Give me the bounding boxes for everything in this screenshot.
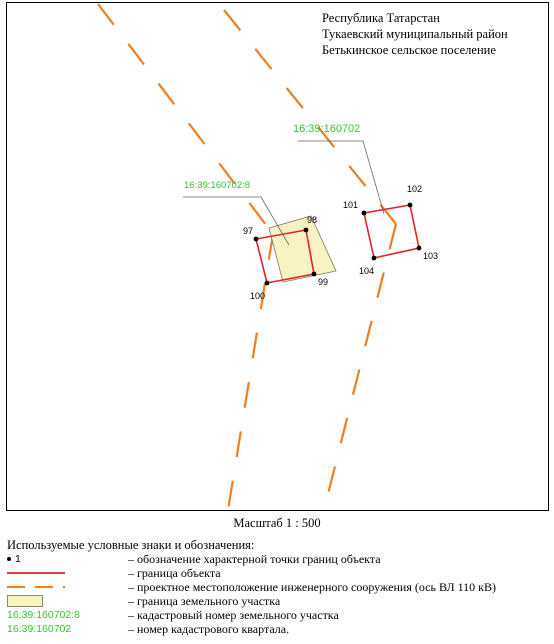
point-104-marker: [372, 256, 377, 261]
legend-desc-object-border: – граница объекта: [128, 566, 221, 580]
point-101-label: 101: [343, 200, 359, 210]
point-102-label: 102: [407, 184, 423, 194]
point-98-marker: [304, 228, 309, 233]
legend-item-parcel-border: [7, 594, 552, 608]
parcel-fill-icon: [7, 595, 43, 607]
map-scale: Масштаб 1 : 500: [233, 516, 321, 530]
engineering-line-dashed-icon: [7, 580, 107, 594]
quarter-cadastral-label: 16:39:160702: [293, 123, 361, 135]
legend-symbol-parcel-number: 16:39:160702:8: [7, 609, 80, 621]
settlement-name: Бетькинское сельское поселение: [322, 43, 496, 57]
point-dot-icon: [7, 557, 11, 561]
legend-desc-point: – обозначение характерной точки границ объекта: [128, 552, 381, 566]
point-100-marker: [265, 281, 270, 286]
legend-item-point: [7, 552, 552, 566]
legend-desc-parcel-number: – кадастровый номер земельного участка: [128, 608, 339, 622]
district-name: Тукаевский муниципальный район: [322, 27, 508, 41]
legend-item-quarter-number: [7, 622, 552, 636]
legend-title: Используемые условные знаки и обозначения:: [7, 538, 255, 552]
legend-item-object-border: [7, 566, 552, 580]
point-99-marker: [312, 272, 317, 277]
legend-desc-parcel-border: – граница земельного участка: [128, 594, 281, 608]
legend-item-parcel-number: [7, 608, 552, 622]
map-frame: [6, 2, 549, 511]
legend-symbol-quarter-number: 16:39:160702: [7, 623, 72, 635]
legend-desc-quarter-number: – номер кадастрового квартала.: [128, 622, 290, 636]
legend-point-number: 1: [15, 553, 21, 565]
point-102-marker: [408, 203, 413, 208]
point-103-marker: [417, 246, 422, 251]
point-103-label: 103: [423, 251, 439, 261]
point-98-label: 98: [307, 215, 318, 225]
legend-item-engineering-line: [7, 580, 552, 594]
point-97-marker: [254, 237, 259, 242]
object-border-line-icon: [7, 566, 107, 580]
legend-symbol-parcel: [7, 594, 107, 608]
point-99-label: 99: [318, 277, 329, 287]
point-104-label: 104: [359, 266, 375, 276]
point-100-label: 100: [250, 291, 266, 301]
region-name: Республика Татарстан: [322, 11, 440, 25]
legend-symbol-point: [7, 552, 107, 566]
point-101-marker: [362, 211, 367, 216]
legend-desc-engineering-line: – проектное местоположение инженерного сооружения (ось ВЛ 110 кВ): [128, 580, 497, 594]
point-97-label: 97: [243, 226, 254, 236]
parcel-cadastral-label: 16:39:160702:8: [184, 180, 251, 191]
